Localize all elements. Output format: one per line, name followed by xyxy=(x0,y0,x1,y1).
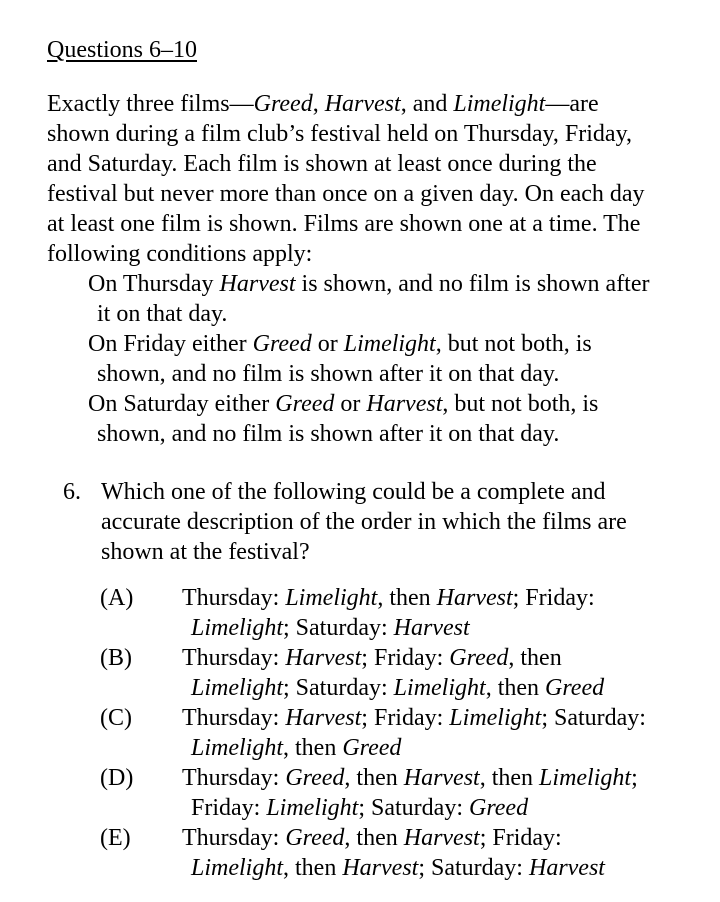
intro-line: festival but never more than once on a given day. On each day xyxy=(47,181,645,207)
option-line: Thursday: Harvest; Friday: Greed, then xyxy=(182,645,562,671)
option-d-letter[interactable]: (D) xyxy=(100,765,134,791)
condition-line: shown, and no film is shown after it on that day. xyxy=(97,361,560,387)
condition-line: shown, and no film is shown after it on that day. xyxy=(97,421,560,447)
intro-line: and Saturday. Each film is shown at least once during the xyxy=(47,151,597,177)
question-stem xyxy=(101,477,627,567)
option-line: Limelight; Saturday: Limelight, then Greed xyxy=(191,675,605,701)
option-c-letter[interactable]: (C) xyxy=(100,705,132,731)
option-d[interactable] xyxy=(182,763,638,823)
option-line: Thursday: Greed, then Harvest, then Limelight; xyxy=(182,765,638,791)
option-line: Limelight; Saturday: Harvest xyxy=(191,615,470,641)
option-line: Thursday: Harvest; Friday: Limelight; Saturday: xyxy=(182,705,646,731)
intro-line: at least one film is shown. Films are shown one at a time. The xyxy=(47,211,641,237)
option-b-letter[interactable]: (B) xyxy=(100,645,132,671)
option-a-letter[interactable]: (A) xyxy=(100,585,134,611)
stem-line: Which one of the following could be a complete and xyxy=(101,479,606,505)
intro-line: Exactly three films—Greed, Harvest, and Limelight—are xyxy=(47,91,599,117)
option-c[interactable] xyxy=(182,703,646,763)
intro-line: following conditions apply: xyxy=(47,241,313,267)
condition-saturday xyxy=(88,389,598,449)
question-number: 6. xyxy=(63,479,81,505)
condition-line: On Thursday Harvest is shown, and no film is shown after xyxy=(88,271,650,297)
option-line: Friday: Limelight; Saturday: Greed xyxy=(191,795,529,821)
option-line: Limelight, then Greed xyxy=(191,735,402,761)
condition-friday xyxy=(88,329,592,389)
option-line: Limelight, then Harvest; Saturday: Harvest xyxy=(191,855,605,881)
option-line: Thursday: Limelight, then Harvest; Friday: xyxy=(182,585,595,611)
option-e-letter[interactable]: (E) xyxy=(100,825,131,851)
stem-line: shown at the festival? xyxy=(101,539,310,565)
section-heading: Questions 6–10 xyxy=(47,37,197,63)
option-e[interactable] xyxy=(182,823,605,883)
intro-line: shown during a film club’s festival held on Thursday, Friday, xyxy=(47,121,633,147)
condition-line: it on that day. xyxy=(97,301,228,327)
stem-line: accurate description of the order in which the films are xyxy=(101,509,627,535)
condition-line: On Saturday either Greed or Harvest, but not both, is xyxy=(88,391,599,417)
condition-line: On Friday either Greed or Limelight, but not both, is xyxy=(88,331,592,357)
condition-thursday xyxy=(88,269,650,329)
option-b[interactable] xyxy=(182,643,604,703)
passage-intro xyxy=(47,89,645,269)
option-a[interactable] xyxy=(182,583,595,643)
option-line: Thursday: Greed, then Harvest; Friday: xyxy=(182,825,562,851)
